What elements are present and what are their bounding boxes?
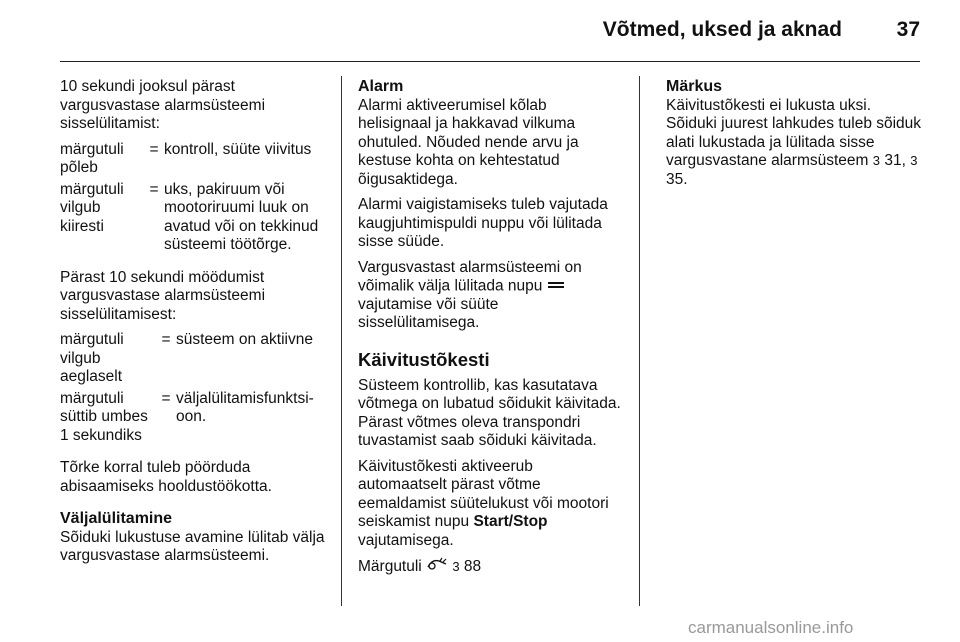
table-cell-equals: = [149, 180, 159, 198]
table-row [60, 141, 330, 178]
page-header [0, 0, 960, 62]
section-heading-alarm: Alarm [358, 78, 404, 95]
table-cell-equals: = [149, 140, 159, 158]
table-row [60, 331, 330, 387]
section-heading-immobiliser: Käivitustõkesti [358, 348, 490, 370]
watermark: carmanualsonline.info [688, 618, 854, 637]
section-heading-deactivation: Väljalülitamine [60, 510, 173, 527]
fault-paragraph: Tõrke korral tuleb pöörduda abisaamiseks hooldustöökotta. [60, 459, 272, 495]
table-cell-state: märgutuli põleb [60, 140, 124, 176]
column-1 [60, 78, 330, 573]
column-2 [358, 78, 624, 584]
immobiliser-paragraph-2: Käivitustõkesti aktiveerub automaatselt pärast võtme eemaldamist süütelukust või mootori seiskamist nupu Start/Stop vajutamisega. [358, 457, 609, 549]
header-divider [60, 61, 920, 62]
table-cell-meaning: uks, pakiruum või mootoriruumi luuk on avatud või on tekkinud süsteemi töötõrge. [164, 180, 319, 253]
page-reference-arrow-icon: 3 [910, 153, 918, 168]
immobiliser-paragraph-1: Süsteem kontrollib, kas kasutatava võtmega on lubatud sõidukit käivitada. Pärast võtmes oleva transpondri tuvastamist saab sõiduki käivitada. [358, 376, 621, 450]
page-reference-arrow-icon: 3 [872, 153, 881, 168]
table-cell-state: märgutuli vilgub aeglaselt [60, 331, 124, 385]
intro-paragraph: 10 sekundi jooksul pärast vargusvastase alarmsüsteemi sisselülitamist: [60, 78, 266, 132]
note-heading: Märkus [666, 78, 723, 95]
alarm-button-icon [547, 277, 565, 296]
table-cell-meaning: süsteem on aktiivne [176, 331, 313, 348]
alarm-paragraph-1: Alarmi aktiveerumisel kõlab helisignaal ja hakkavad vilkuma ohutuled. Nõuded nende arvu ja kestuse kohta on kehtestatud õigusaktidega. [358, 96, 579, 188]
deactivation-paragraph: Sõiduki lukustuse avamine lülitab välja vargusvastase alarmsüsteemi. [60, 528, 325, 564]
indicator-table-2 [60, 331, 330, 445]
page-reference-arrow-icon: 3 [452, 559, 460, 575]
column-3 [666, 78, 926, 196]
table-cell-state: märgutuli vilgub kiiresti [60, 180, 124, 235]
note-paragraph: Käivitustõkesti ei lukusta uksi. Sõiduki juurest lahkudes tuleb sõiduk alati lukustada ja lülitada sisse vargusvastane alarmsüsteem 3 31, 3 35. [666, 96, 922, 188]
indicator-table-1 [60, 141, 330, 255]
alarm-paragraph-3: Vargusvastast alarmsüsteemi on võimalik välja lülitada nupu vajutamise või süüte sisselülitamisega. [358, 258, 582, 332]
table-row [60, 390, 330, 446]
chapter-title: Võtmed, uksed ja aknad [602, 18, 842, 41]
column-divider-2 [639, 76, 640, 606]
table-cell-meaning: väljalülitamisfunktsioon. [176, 389, 314, 425]
table-cell-equals: = [161, 389, 171, 407]
column-divider-1 [341, 76, 342, 606]
table-cell-equals: = [161, 331, 171, 348]
immobiliser-warning-icon [426, 557, 448, 577]
alarm-paragraph-2: Alarmi vaigistamiseks tuleb vajutada kaugjuhtimispuldi nuppu või lülitada sisse süüde. [358, 196, 608, 250]
page-number: 37 [896, 18, 920, 41]
indicator-reference: Märgutuli 3 88 [358, 558, 482, 576]
table-cell-meaning: kontroll, süüte viivitus [164, 140, 312, 158]
start-stop-label: Start/Stop [473, 513, 548, 531]
table-row [60, 181, 330, 255]
after-10s-paragraph: Pärast 10 sekundi möödumist vargusvastase alarmsüsteemi sisselülitamisest: [60, 268, 266, 323]
table-cell-state: märgutuli süttib umbes 1 sekundiks [60, 389, 148, 444]
